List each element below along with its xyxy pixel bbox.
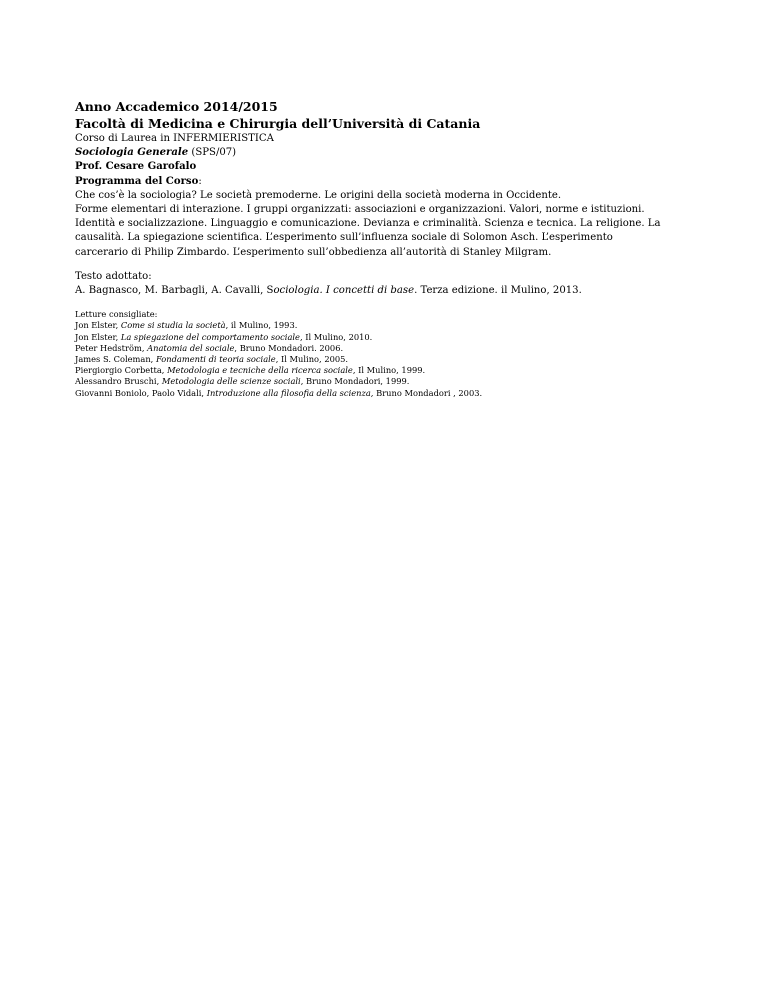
readings-section: [75, 309, 695, 399]
reading-item: [75, 343, 695, 354]
program-heading: [75, 175, 695, 189]
reading-title: Metodologia e tecniche della ricerca sociale: [167, 365, 353, 376]
reading-item: [75, 376, 695, 387]
reading-publisher: , il Mulino, 1993.: [225, 320, 298, 331]
subject-code: (SPS/07): [188, 147, 237, 159]
reading-item: [75, 332, 695, 343]
reading-author: Alessandro Bruschi,: [75, 376, 162, 387]
reading-publisher: Bruno Mondadori , 2003.: [373, 387, 483, 398]
reading-author: Peter Hedström,: [75, 342, 148, 353]
subject-name: Sociologia Generale: [75, 147, 189, 159]
reading-item: [75, 365, 695, 376]
reading-publisher: , Bruno Mondadori, 1999.: [300, 376, 410, 387]
reading-author: Jon Elster,: [75, 320, 121, 331]
course-info: [75, 132, 695, 260]
readings-label: Letture consigliate:: [75, 309, 158, 320]
document-page: [75, 98, 695, 399]
reading-title: Metodologia delle scienze sociali: [161, 376, 301, 387]
reading-item: [75, 388, 695, 399]
academic-year-heading: Anno Accademico 2014/2015: [75, 99, 278, 114]
program-line: Che cos’è la sociologia? Le società premoderne. Le origini della società moderna in Occidente.: [75, 189, 562, 201]
reading-title: Fondamenti di teoria sociale: [155, 354, 276, 365]
program-colon: :: [198, 175, 202, 187]
reading-title: Introduzione alla filosofia della scienza,: [206, 387, 374, 398]
reading-title: Anatomia del sociale: [147, 342, 235, 353]
textbook-label: Testo adottato:: [75, 270, 152, 282]
program-label: Programma del Corso: [75, 175, 199, 187]
faculty-heading: Facoltà di Medicina e Chirurgia dell’Università di Catania: [75, 116, 481, 131]
reading-publisher: , Bruno Mondadori. 2006.: [234, 342, 344, 353]
program-line: carcerario di Philip Zimbardo. L’esperimento sull’obbedienza all’autorità di Stanley Milgram.: [75, 246, 552, 258]
program-line: causalità. La spiegazione scientifica. L’esperimento sull’influenza sociale di Solomon Asch. L’esperimento: [75, 232, 613, 244]
textbook-authors: A. Bagnasco, M. Barbagli, A. Cavalli, S: [75, 285, 274, 297]
textbook-publisher: . Terza edizione. il Mulino, 2013.: [414, 285, 582, 297]
reading-item: [75, 354, 695, 365]
reading-item: [75, 320, 695, 331]
reading-publisher: , Il Mulino, 2010.: [299, 331, 373, 342]
reading-author: Giovanni Boniolo, Paolo Vidali,: [75, 387, 207, 398]
textbook-section: [75, 270, 695, 298]
program-line: Identità e socializzazione. Linguaggio e comunicazione. Devianza e criminalità. Scienza e tecnica. La religione. La: [75, 218, 661, 230]
textbook-title: ociologia. I concetti di base: [273, 285, 415, 297]
textbook-citation: [75, 284, 695, 298]
reading-publisher: , Il Mulino, 2005.: [275, 354, 349, 365]
professor-line: Prof. Cesare Garofalo: [75, 161, 197, 173]
reading-title: La spiegazione del comportamento sociale: [120, 331, 300, 342]
reading-author: Piergiorgio Corbetta,: [75, 365, 168, 376]
reading-title: Come si studia la società: [120, 320, 226, 331]
reading-author: James S. Coleman,: [75, 354, 156, 365]
program-line: Forme elementari di interazione. I gruppi organizzati: associazioni e organizzazioni. Valori, norme e istituzioni.: [75, 204, 645, 216]
degree-line: Corso di Laurea in INFERMIERISTICA: [75, 133, 274, 144]
reading-author: Jon Elster,: [75, 331, 121, 342]
subject-line: [75, 146, 695, 160]
reading-publisher: , Il Mulino, 1999.: [352, 365, 426, 376]
